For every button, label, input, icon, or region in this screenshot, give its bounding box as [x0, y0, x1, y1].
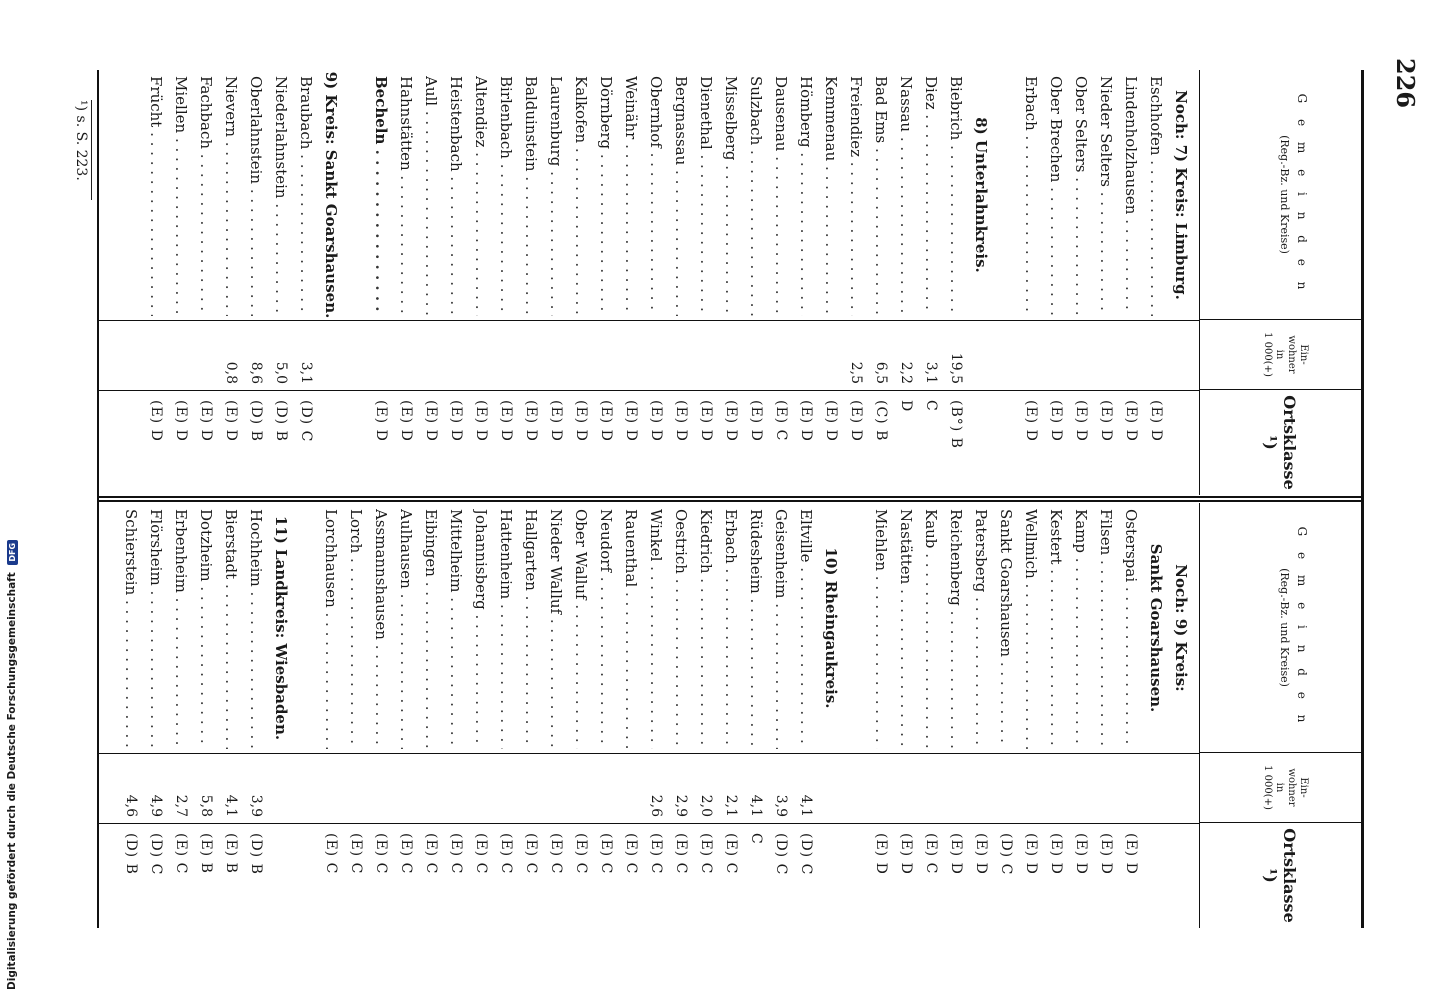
gemeinde-name: Hallgarten . . .	[518, 509, 543, 749]
einwohner-value: 3,1	[923, 361, 939, 384]
gemeinde-name: Sankt Goarshausen.	[1147, 543, 1165, 713]
gemeinde-name: Eschhofen . . .	[1143, 76, 1168, 316]
ortsklasse-value: (D) C	[148, 833, 164, 876]
gemeinde-name: Oestrich . . .	[668, 509, 693, 749]
table-row	[168, 70, 193, 495]
einwohner-value: 6,5	[873, 361, 889, 384]
einwohner-value: 8,6	[248, 361, 264, 384]
table-row	[468, 503, 493, 928]
header-einwohner	[1199, 753, 1361, 823]
ortsklasse-value: (E) D	[1098, 400, 1114, 442]
ortsklasse-value: (E) D	[948, 833, 964, 875]
einwohner-value: 4,1	[798, 794, 814, 817]
einwohner-value: 19,5	[948, 352, 964, 384]
ortsklasse-value: (E) C	[723, 833, 739, 875]
einwohner-value: 5,0	[273, 361, 289, 384]
header-einwohner-line: 1 000(+)	[1262, 765, 1273, 810]
ortsklasse-value: (E) D	[398, 400, 414, 442]
footnote: ¹) s. S. 223.	[73, 100, 92, 200]
gemeinde-name: 9) Kreis: Sankt Goarshausen.	[322, 71, 340, 319]
right-rows	[118, 503, 1193, 928]
ortsklasse-value: (E) C	[648, 833, 664, 875]
table-row	[1143, 70, 1168, 495]
gemeinde-name: Lorchhausen . . .	[318, 509, 343, 749]
table-row	[493, 70, 518, 495]
table-row	[793, 70, 818, 495]
table-sheet	[97, 70, 1364, 928]
ortsklasse-value: (E) C	[548, 833, 564, 875]
gemeinde-name: Assmannshausen . . .	[368, 509, 393, 749]
table-row	[543, 503, 568, 928]
gemeinde-name: Braubach . . .	[293, 76, 318, 316]
table-row	[868, 503, 893, 928]
table-row	[518, 70, 543, 495]
einwohner-value: 4,1	[223, 794, 239, 817]
double-rule	[99, 496, 1361, 498]
table-row	[318, 70, 343, 495]
table-row	[668, 503, 693, 928]
ortsklasse-value: C	[923, 400, 939, 412]
ortsklasse-value: (D) B	[273, 400, 289, 442]
ortsklasse-value: (E) D	[1123, 400, 1139, 442]
table-row	[818, 70, 843, 495]
gemeinde-name: Noch: 7) Kreis: Limburg.	[1172, 90, 1190, 300]
table-row	[418, 503, 443, 928]
header-gemeinden-title: G e m e i n d e n	[1295, 93, 1309, 296]
gemeinde-name: Nieder Walluf . . .	[543, 509, 568, 749]
table-row	[943, 70, 968, 495]
table-row	[943, 503, 968, 928]
gemeinde-name: Mittelheim . . .	[443, 509, 468, 749]
einwohner-value: 2,9	[673, 794, 689, 817]
gemeinde-name: Lorch . . .	[343, 509, 368, 749]
gemeinde-name: Obernhof . . .	[643, 76, 668, 316]
einwohner-value: 5,8	[198, 794, 214, 817]
ortsklasse-value: (E) D	[1023, 833, 1039, 875]
header-gemeinden-sub: (Reg.-Bz. und Kreise)	[1278, 568, 1291, 687]
table-row	[693, 503, 718, 928]
ortsklasse-value: (E) D	[648, 400, 664, 442]
side-note-text: Digitalisierung gefördert durch die Deutsche Forschungsgemeinschaft	[6, 572, 18, 990]
ortsklasse-value: D	[898, 400, 914, 413]
ortsklasse-value: (E) C	[523, 833, 539, 875]
table-row	[468, 70, 493, 495]
table-row	[968, 503, 993, 928]
gemeinde-name: 10) Rheingaukreis.	[822, 547, 840, 709]
einwohner-value: 2,7	[173, 794, 189, 817]
header-ortsklasse	[1199, 390, 1361, 495]
table-row	[143, 503, 168, 928]
gemeinde-name: Dienethal . . .	[693, 76, 718, 316]
gemeinde-name: Kestert . . .	[1043, 509, 1068, 749]
table-row	[1118, 503, 1143, 928]
ortsklasse-value: (E) D	[848, 400, 864, 442]
ortsklasse-value: (D) B	[248, 400, 264, 442]
table-row	[293, 503, 318, 928]
ortsklasse-value: (D) C	[773, 833, 789, 876]
gemeinde-name: Patersberg . . .	[968, 509, 993, 749]
table-row	[968, 70, 993, 495]
ortsklasse-value: C	[748, 833, 764, 845]
table-row	[918, 70, 943, 495]
ortsklasse-value: (E) D	[973, 833, 989, 875]
table-row	[918, 503, 943, 928]
gemeinde-name: Rüdesheim . . .	[743, 509, 768, 749]
ortsklasse-value: (E) B	[223, 833, 239, 874]
table-row	[1093, 503, 1118, 928]
einwohner-value: 2,5	[848, 361, 864, 384]
table-row	[1043, 503, 1068, 928]
gemeinde-name: Miellen . . .	[168, 76, 193, 316]
header-gemeinden-sub: (Reg.-Bz. und Kreise)	[1278, 135, 1291, 254]
table-row	[293, 70, 318, 495]
gemeinde-name: Rauenthal . . .	[618, 509, 643, 749]
ortsklasse-value: (E) B	[198, 833, 214, 874]
gemeinde-name: Dausenau . . .	[768, 76, 793, 316]
einwohner-value: 0,8	[223, 361, 239, 384]
gemeinde-name: Bierstadt . . .	[218, 509, 243, 749]
ortsklasse-value: (E) D	[198, 400, 214, 442]
table-row	[593, 503, 618, 928]
table-row	[243, 70, 268, 495]
header-einwohner-line: Ein-	[1298, 777, 1309, 798]
einwohner-value: 4,6	[123, 794, 139, 817]
table-row	[1168, 503, 1193, 928]
gemeinde-name: Schierstein . . .	[118, 509, 143, 749]
table-row	[368, 503, 393, 928]
table-row	[193, 70, 218, 495]
ortsklasse-value: (E) D	[873, 833, 889, 875]
header-einwohner-line: Ein-	[1298, 344, 1309, 365]
table-row	[318, 503, 343, 928]
table-row	[693, 70, 718, 495]
table-row	[643, 70, 668, 495]
gemeinde-name: Hattenheim . . .	[493, 509, 518, 749]
ortsklasse-value: (E) D	[1123, 833, 1139, 875]
gemeinde-name: Biebrich . . .	[943, 76, 968, 316]
gemeinde-name: Bad Ems . . .	[868, 76, 893, 316]
einwohner-value: 3,9	[248, 794, 264, 817]
header-gemeinden-title: G e m e i n d e n	[1295, 526, 1309, 729]
table-row	[718, 503, 743, 928]
table-row	[543, 70, 568, 495]
gemeinde-name: Aulhausen . . .	[393, 509, 418, 749]
ortsklasse-value: (E) C	[373, 833, 389, 875]
table-row	[518, 503, 543, 928]
header-einwohner-line: 1 000(+)	[1262, 332, 1273, 377]
gemeinde-name: Geisenheim . . .	[768, 509, 793, 749]
gemeinde-name: Kemmenau . . .	[818, 76, 843, 316]
header-ortsklasse-label: Ortsklasse ¹)	[1261, 395, 1299, 490]
ortsklasse-value: (E) D	[473, 400, 489, 442]
ortsklasse-value: (E) D	[798, 400, 814, 442]
ortsklasse-value: (E) C	[473, 833, 489, 875]
table-row	[168, 503, 193, 928]
table-row	[118, 503, 143, 928]
gemeinde-name: Oberlahnstein . . .	[243, 76, 268, 316]
table-row	[1068, 503, 1093, 928]
gemeinde-name: Bergnassau . . .	[668, 76, 693, 316]
ortsklasse-value: (D) C	[798, 833, 814, 876]
ortsklasse-value: (E) C	[348, 833, 364, 875]
ortsklasse-value: (E) C	[423, 833, 439, 875]
table-row	[843, 503, 868, 928]
ortsklasse-value: (E) D	[548, 400, 564, 442]
table-row	[418, 70, 443, 495]
page-number: 226	[1391, 58, 1420, 109]
gemeinde-name: Dörnberg . . .	[593, 76, 618, 316]
gemeinde-name: Nastätten . . .	[893, 509, 918, 749]
gemeinde-name: Nassau . . .	[893, 76, 918, 316]
table-row	[868, 70, 893, 495]
ortsklasse-value: (E) D	[1073, 833, 1089, 875]
table-row	[643, 503, 668, 928]
gemeinde-name: Weinähr . . .	[618, 76, 643, 316]
table-row	[1143, 503, 1168, 928]
table-row	[218, 70, 243, 495]
table-row	[668, 70, 693, 495]
table-row	[618, 503, 643, 928]
gemeinde-name: Noch: 9) Kreis:	[1172, 564, 1190, 692]
gemeinde-name: Lindenholzhausen . . .	[1118, 76, 1143, 316]
table-row	[1018, 70, 1043, 495]
gemeinde-name: Heistenbach . . .	[443, 76, 468, 316]
ortsklasse-value: (E) C	[398, 833, 414, 875]
table-row	[793, 503, 818, 928]
table-row	[718, 70, 743, 495]
table-row	[193, 503, 218, 928]
table-row	[568, 503, 593, 928]
gemeinde-name: Kaub . . .	[918, 509, 943, 749]
ortsklasse-value: (E) D	[698, 400, 714, 442]
gemeinde-name: Winkel . . .	[643, 509, 668, 749]
table-row	[893, 70, 918, 495]
ortsklasse-value: (E) D	[723, 400, 739, 442]
gemeinde-name: Kamp . . .	[1068, 509, 1093, 749]
header-einwohner-line: wohner	[1286, 768, 1297, 807]
table-row	[1093, 70, 1118, 495]
ortsklasse-value: (E) C	[698, 833, 714, 875]
ortsklasse-value: (E) D	[898, 833, 914, 875]
table-row	[618, 70, 643, 495]
ortsklasse-value: (E) D	[1098, 833, 1114, 875]
ortsklasse-value: (E) D	[373, 400, 389, 442]
gemeinde-name: Hochheim . . .	[243, 509, 268, 749]
table-row	[1068, 70, 1093, 495]
gemeinde-name: Altendiez . . .	[468, 76, 493, 316]
gemeinde-name: Erbach . . .	[1018, 76, 1043, 316]
header-ortsklasse-label: Ortsklasse ¹)	[1261, 828, 1299, 923]
header-ortsklasse	[1199, 823, 1361, 928]
table-row	[268, 503, 293, 928]
gemeinde-name: Laurenburg . . .	[543, 76, 568, 316]
einwohner-value: 3,9	[773, 794, 789, 817]
table-row	[843, 70, 868, 495]
einwohner-value: 3,1	[298, 361, 314, 384]
ortsklasse-value: (E) C	[923, 833, 939, 875]
table-row	[343, 70, 368, 495]
ortsklasse-value: (E) D	[1048, 400, 1064, 442]
ortsklasse-value: (E) C	[623, 833, 639, 875]
left-table	[99, 70, 1361, 495]
einwohner-value: 2,2	[898, 361, 914, 384]
table-row	[218, 503, 243, 928]
table-row	[1018, 503, 1043, 928]
double-rule	[99, 500, 1361, 502]
ortsklasse-value: (E) D	[148, 400, 164, 442]
gemeinde-name: Frücht . . .	[143, 76, 168, 316]
table-row	[343, 503, 368, 928]
table-row	[1168, 70, 1193, 495]
ortsklasse-value: (D) C	[298, 400, 314, 443]
table-row	[393, 503, 418, 928]
einwohner-value: 2,0	[698, 794, 714, 817]
gemeinde-name: Kiedrich . . .	[693, 509, 718, 749]
ortsklasse-value: (E) C	[498, 833, 514, 875]
table-row	[768, 70, 793, 495]
ortsklasse-value: (E) C	[773, 400, 789, 442]
ortsklasse-value: (E) D	[173, 400, 189, 442]
table-row	[443, 70, 468, 495]
ortsklasse-value: (E) D	[498, 400, 514, 442]
table-row	[443, 503, 468, 928]
table-row	[993, 70, 1018, 495]
einwohner-value: 4,9	[148, 794, 164, 817]
left-rows	[143, 70, 1193, 495]
gemeinde-name: Sulzbach . . .	[743, 76, 768, 316]
gemeinde-name: Miehlen . . .	[868, 509, 893, 749]
gemeinde-name: Flörsheim . . .	[143, 509, 168, 749]
gemeinde-name: Kalkofen . . .	[568, 76, 593, 316]
ortsklasse-value: (B°) B	[948, 400, 964, 449]
gemeinde-name: Sankt Goarshausen . . .	[993, 509, 1018, 749]
ortsklasse-value: (D) B	[248, 833, 264, 875]
gemeinde-name: Becheln . . .	[368, 76, 393, 316]
gemeinde-name: Nievern . . .	[218, 76, 243, 316]
ortsklasse-value: (E) D	[573, 400, 589, 442]
ortsklasse-value: (E) C	[323, 833, 339, 875]
ortsklasse-value: (E) C	[573, 833, 589, 875]
right-table	[99, 503, 1361, 928]
gemeinde-name: Diez . . .	[918, 76, 943, 316]
gemeinde-name: Erbenheim . . .	[168, 509, 193, 749]
ortsklasse-value: (E) D	[223, 400, 239, 442]
gemeinde-name: Dotzheim . . .	[193, 509, 218, 749]
gemeinde-name: Johannisberg . . .	[468, 509, 493, 749]
gemeinde-name: Misselberg . . .	[718, 76, 743, 316]
ortsklasse-value: (E) D	[823, 400, 839, 442]
gemeinde-name: Hömberg . . .	[793, 76, 818, 316]
table-row	[568, 70, 593, 495]
gemeinde-name: Balduinstein . . .	[518, 76, 543, 316]
ortsklasse-value: (E) D	[1023, 400, 1039, 442]
gemeinde-name: 8) Unterlahnkreis.	[972, 117, 990, 273]
table-row	[768, 503, 793, 928]
ortsklasse-value: (E) C	[598, 833, 614, 875]
header-einwohner-line: in	[1274, 349, 1285, 360]
gemeinde-name: Reichenberg . . .	[943, 509, 968, 749]
ortsklasse-value: (E) D	[448, 400, 464, 442]
table-row	[1043, 70, 1068, 495]
ortsklasse-value: (D) C	[998, 833, 1014, 876]
gemeinde-name: Eltville . . .	[793, 509, 818, 749]
gemeinde-name: Eibingen . . .	[418, 509, 443, 749]
table-row	[243, 503, 268, 928]
table-row	[743, 70, 768, 495]
einwohner-value: 2,6	[648, 794, 664, 817]
ortsklasse-value: (D) B	[123, 833, 139, 875]
gemeinde-name: Hahnstätten . . .	[393, 76, 418, 316]
ortsklasse-value: (E) D	[423, 400, 439, 442]
gemeinde-name: Neudorf . . .	[593, 509, 618, 749]
ortsklasse-value: (E) D	[1073, 400, 1089, 442]
ortsklasse-value: (C) B	[873, 400, 889, 442]
ortsklasse-value: (E) D	[598, 400, 614, 442]
table-row	[268, 70, 293, 495]
header-einwohner-line: wohner	[1286, 335, 1297, 374]
table-row	[743, 503, 768, 928]
table-row	[993, 503, 1018, 928]
header-einwohner-line: in	[1274, 782, 1285, 793]
gemeinde-name: 11) Landkreis: Wiesbaden.	[272, 515, 290, 741]
table-row	[393, 70, 418, 495]
gemeinde-name: Ober Walluf . . .	[568, 509, 593, 749]
table-row	[818, 503, 843, 928]
ortsklasse-value: (E) C	[448, 833, 464, 875]
gemeinde-name: Freiendiez . . .	[843, 76, 868, 316]
gemeinde-name: Filsen . . .	[1093, 509, 1118, 749]
gemeinde-name: Osterspai . . .	[1118, 509, 1143, 749]
gemeinde-name: Aull . . .	[418, 76, 443, 316]
gemeinde-name: Wellmich . . .	[1018, 509, 1043, 749]
table-row	[1118, 70, 1143, 495]
side-note	[6, 542, 18, 990]
gemeinde-name: Nieder Selters . . .	[1093, 76, 1118, 316]
ortsklasse-value: (E) D	[623, 400, 639, 442]
table-row	[593, 70, 618, 495]
table-row	[893, 503, 918, 928]
table-row	[368, 70, 393, 495]
ortsklasse-value: (E) D	[748, 400, 764, 442]
table-row	[143, 70, 168, 495]
ortsklasse-value: (E) C	[673, 833, 689, 875]
header-gemeinden	[1199, 503, 1361, 753]
table-row	[493, 503, 518, 928]
gemeinde-name: Ober Selters . . .	[1068, 76, 1093, 316]
einwohner-value: 4,1	[748, 794, 764, 817]
ortsklasse-value: (E) D	[1148, 400, 1164, 442]
ortsklasse-value: (E) D	[1048, 833, 1064, 875]
ortsklasse-value: (E) D	[673, 400, 689, 442]
gemeinde-name: Birlenbach . . .	[493, 76, 518, 316]
einwohner-value: 2,1	[723, 794, 739, 817]
gemeinde-name: Ober Brechen . . .	[1043, 76, 1068, 316]
ortsklasse-value: (E) D	[523, 400, 539, 442]
gemeinde-name: Niederlahnstein . . .	[268, 76, 293, 316]
header-einwohner	[1199, 320, 1361, 390]
ortsklasse-value: (E) C	[173, 833, 189, 875]
dfg-logo: DFG	[7, 540, 18, 565]
gemeinde-name: Erbach . . .	[718, 509, 743, 749]
gemeinde-name: Fachbach . . .	[193, 76, 218, 316]
header-gemeinden	[1199, 70, 1361, 320]
